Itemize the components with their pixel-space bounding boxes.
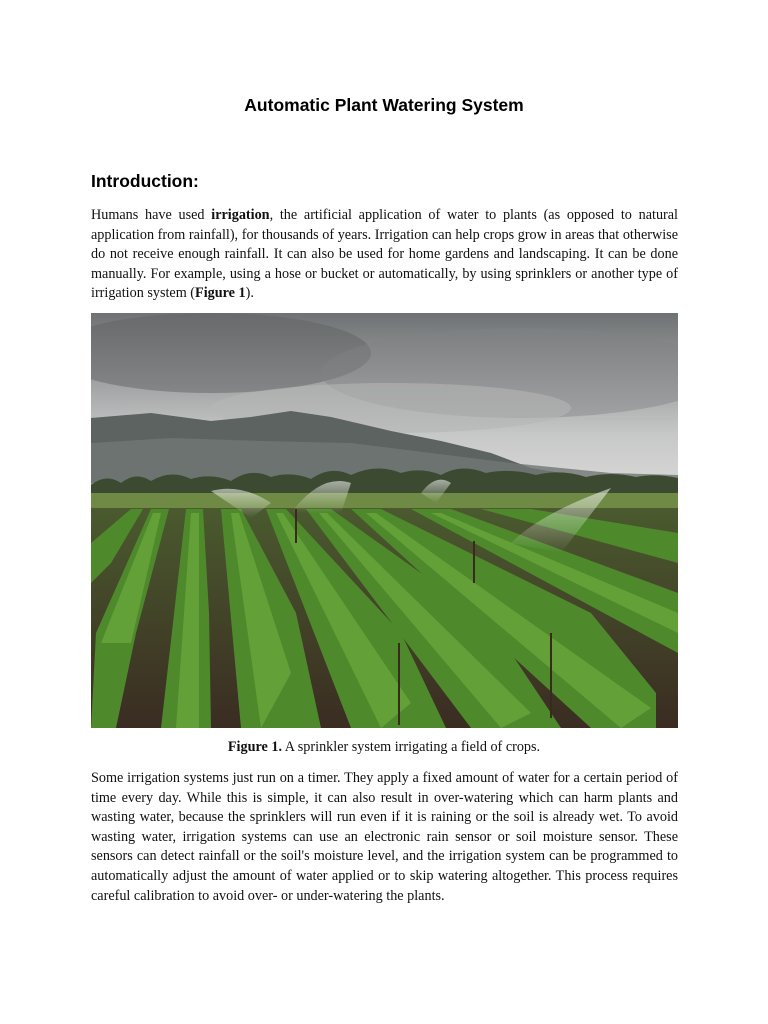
intro-text-3: ).	[245, 285, 254, 302]
intro-text-2: , the artificial application of water to plants (as opposed to natural application from rainfall), for thousands of years. Irrigation can help crops grow in areas that otherwise do not receive enough rainfall. It can also be used for home gardens and landscaping. It can be done manually. For example, using a hose or bucket or automatically, by using sprinklers or another type of irrigation system (	[91, 207, 678, 302]
document-title: Automatic Plant Watering System	[244, 95, 524, 115]
caption-text: A sprinkler system irrigating a field of crops.	[282, 739, 541, 755]
intro-paragraph	[91, 206, 678, 304]
intro-text-1: Humans have used	[91, 207, 212, 223]
body-paragraph: Some irrigation systems just run on a timer. They apply a fixed amount of water for a certain period of time every day. While this is simple, it can also result in over-watering which can harm plants and wasting water, because the sprinklers will run even if it is raining or the soil is already wet. To avoid wasting water, irrigation systems can use an electronic rain sensor or soil moisture sensor. These sensors can detect rainfall or the soil's moisture level, and the irrigation system can be programmed to automatically adjust the amount of water applied or to skip watering altogether. This process requires careful calibration to avoid over- or under-watering the plants.	[91, 770, 678, 904]
figure-caption	[0, 739, 768, 756]
irrigation-term: irrigation	[211, 207, 270, 223]
figure-reference: Figure 1	[195, 285, 246, 302]
figure-photo	[91, 313, 678, 728]
caption-label: Figure 1.	[227, 739, 283, 755]
section-heading: Introduction:	[91, 171, 199, 191]
